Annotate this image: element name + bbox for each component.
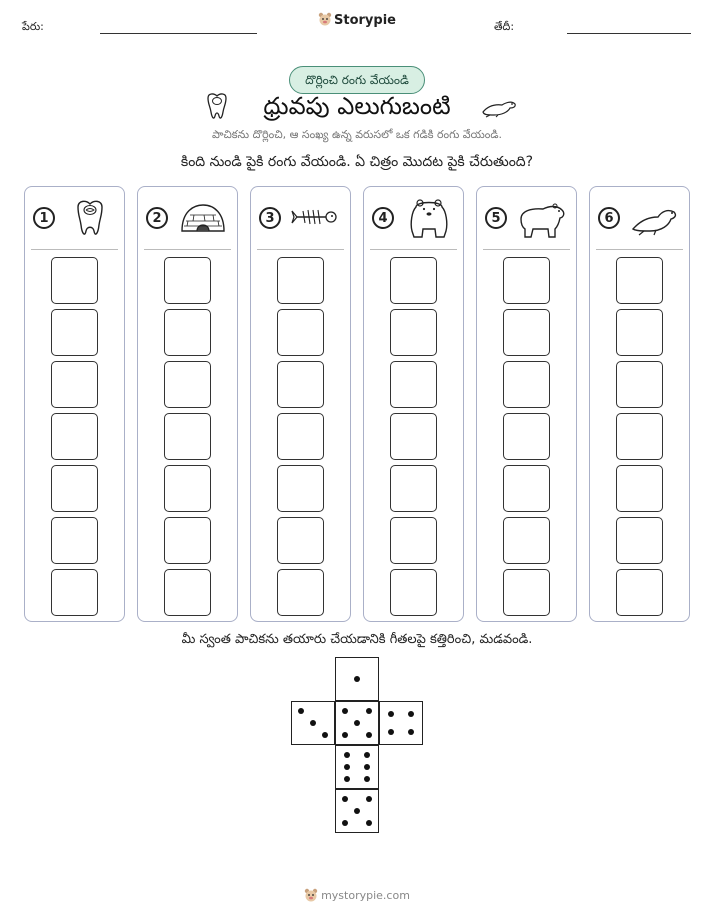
color-box[interactable]	[277, 361, 324, 408]
column-divider	[370, 249, 457, 250]
color-box[interactable]	[164, 569, 211, 616]
column-number: 4	[372, 207, 394, 229]
color-box[interactable]	[277, 517, 324, 564]
column-divider	[144, 249, 231, 250]
color-box[interactable]	[616, 361, 663, 408]
seal-icon	[480, 96, 518, 118]
column-divider	[483, 249, 570, 250]
color-box[interactable]	[51, 257, 98, 304]
column-number: 1	[33, 207, 55, 229]
color-box[interactable]	[164, 361, 211, 408]
footer-url: mystorypie.com	[321, 889, 410, 902]
color-box[interactable]	[616, 413, 663, 460]
pip	[344, 764, 350, 770]
color-box[interactable]	[616, 517, 663, 564]
color-box[interactable]	[51, 517, 98, 564]
color-box[interactable]	[503, 361, 550, 408]
pip	[322, 732, 328, 738]
color-box[interactable]	[164, 413, 211, 460]
color-box[interactable]	[51, 569, 98, 616]
color-box[interactable]	[164, 257, 211, 304]
color-box[interactable]	[390, 309, 437, 356]
color-box[interactable]	[51, 309, 98, 356]
dice-face-4	[379, 701, 423, 745]
column-3	[250, 186, 351, 622]
footer	[0, 888, 714, 902]
color-box[interactable]	[390, 517, 437, 564]
color-box[interactable]	[164, 309, 211, 356]
color-box[interactable]	[503, 517, 550, 564]
color-box[interactable]	[503, 309, 550, 356]
column-number: 6	[598, 207, 620, 229]
fish-skeleton-icon	[291, 199, 341, 239]
dice-face-1	[335, 657, 379, 701]
pip	[364, 764, 370, 770]
subtitle: పాచికను దొర్లించి, ఆ సంఖ్య ఉన్న వరుసలో ఒక గడికి రంగు వేయండి.	[212, 128, 502, 141]
color-box[interactable]	[51, 361, 98, 408]
color-box[interactable]	[390, 257, 437, 304]
date-line	[567, 33, 691, 34]
color-box[interactable]	[503, 465, 550, 512]
color-box[interactable]	[390, 413, 437, 460]
pip	[366, 708, 372, 714]
pip	[366, 796, 372, 802]
pip	[354, 720, 360, 726]
pip	[344, 776, 350, 782]
column-divider	[596, 249, 683, 250]
pip	[364, 752, 370, 758]
color-box[interactable]	[277, 465, 324, 512]
color-box[interactable]	[277, 413, 324, 460]
igloo-icon	[178, 199, 228, 239]
column-number: 5	[485, 207, 507, 229]
pip	[354, 676, 360, 682]
color-box[interactable]	[164, 517, 211, 564]
tooth-icon	[65, 199, 115, 239]
pip	[366, 820, 372, 826]
pip	[388, 729, 394, 735]
dice-face-6	[335, 745, 379, 789]
color-box[interactable]	[503, 569, 550, 616]
color-box[interactable]	[390, 361, 437, 408]
color-box[interactable]	[616, 257, 663, 304]
polar-bear-standing-icon	[404, 199, 454, 239]
bear-logo-icon	[318, 12, 332, 26]
color-box[interactable]	[51, 413, 98, 460]
date-label: తేదీ:	[494, 20, 515, 33]
polar-bear-walking-icon	[517, 199, 567, 239]
name-label: పేరు:	[22, 20, 44, 33]
pip	[354, 808, 360, 814]
column-number: 3	[259, 207, 281, 229]
color-box[interactable]	[616, 465, 663, 512]
pip	[342, 732, 348, 738]
pip	[344, 752, 350, 758]
dice-face-5-bottom	[335, 789, 379, 833]
pip	[408, 729, 414, 735]
color-box[interactable]	[277, 257, 324, 304]
color-box[interactable]	[277, 309, 324, 356]
instruction: కింది నుండి పైకి రంగు వేయండి. ఏ చిత్రం మొదట పైకి చేరుతుంది?	[180, 154, 534, 170]
column-4	[363, 186, 464, 622]
name-line	[100, 33, 257, 34]
bear-logo-icon	[304, 888, 318, 902]
column-2	[137, 186, 238, 622]
activity-badge: దొర్లించి రంగు వేయండి	[289, 66, 425, 94]
column-number: 2	[146, 207, 168, 229]
column-5	[476, 186, 577, 622]
pip	[342, 708, 348, 714]
pip	[310, 720, 316, 726]
pip	[366, 732, 372, 738]
seal-icon	[630, 199, 680, 239]
dice-face-5	[335, 701, 379, 745]
pip	[298, 708, 304, 714]
page-title: ధ్రువపు ఎలుగుబంటి	[263, 92, 451, 120]
column-divider	[257, 249, 344, 250]
color-box[interactable]	[616, 569, 663, 616]
color-box[interactable]	[390, 465, 437, 512]
column-6	[589, 186, 690, 622]
column-1	[24, 186, 125, 622]
column-divider	[31, 249, 118, 250]
color-box[interactable]	[503, 413, 550, 460]
dice-face-3	[291, 701, 335, 745]
color-box[interactable]	[277, 569, 324, 616]
color-box[interactable]	[616, 309, 663, 356]
brand-name: Storypie	[334, 13, 396, 28]
color-box[interactable]	[51, 465, 98, 512]
color-box[interactable]	[164, 465, 211, 512]
pip	[342, 796, 348, 802]
cut-instruction: మీ స్వంత పాచికను తయారు చేయడానికి గీతలపై కత్తిరించి, మడవండి.	[181, 632, 533, 647]
color-box[interactable]	[503, 257, 550, 304]
pip	[408, 711, 414, 717]
pip	[342, 820, 348, 826]
color-box[interactable]	[390, 569, 437, 616]
pip	[364, 776, 370, 782]
brand-logo	[0, 12, 714, 28]
pip	[388, 711, 394, 717]
